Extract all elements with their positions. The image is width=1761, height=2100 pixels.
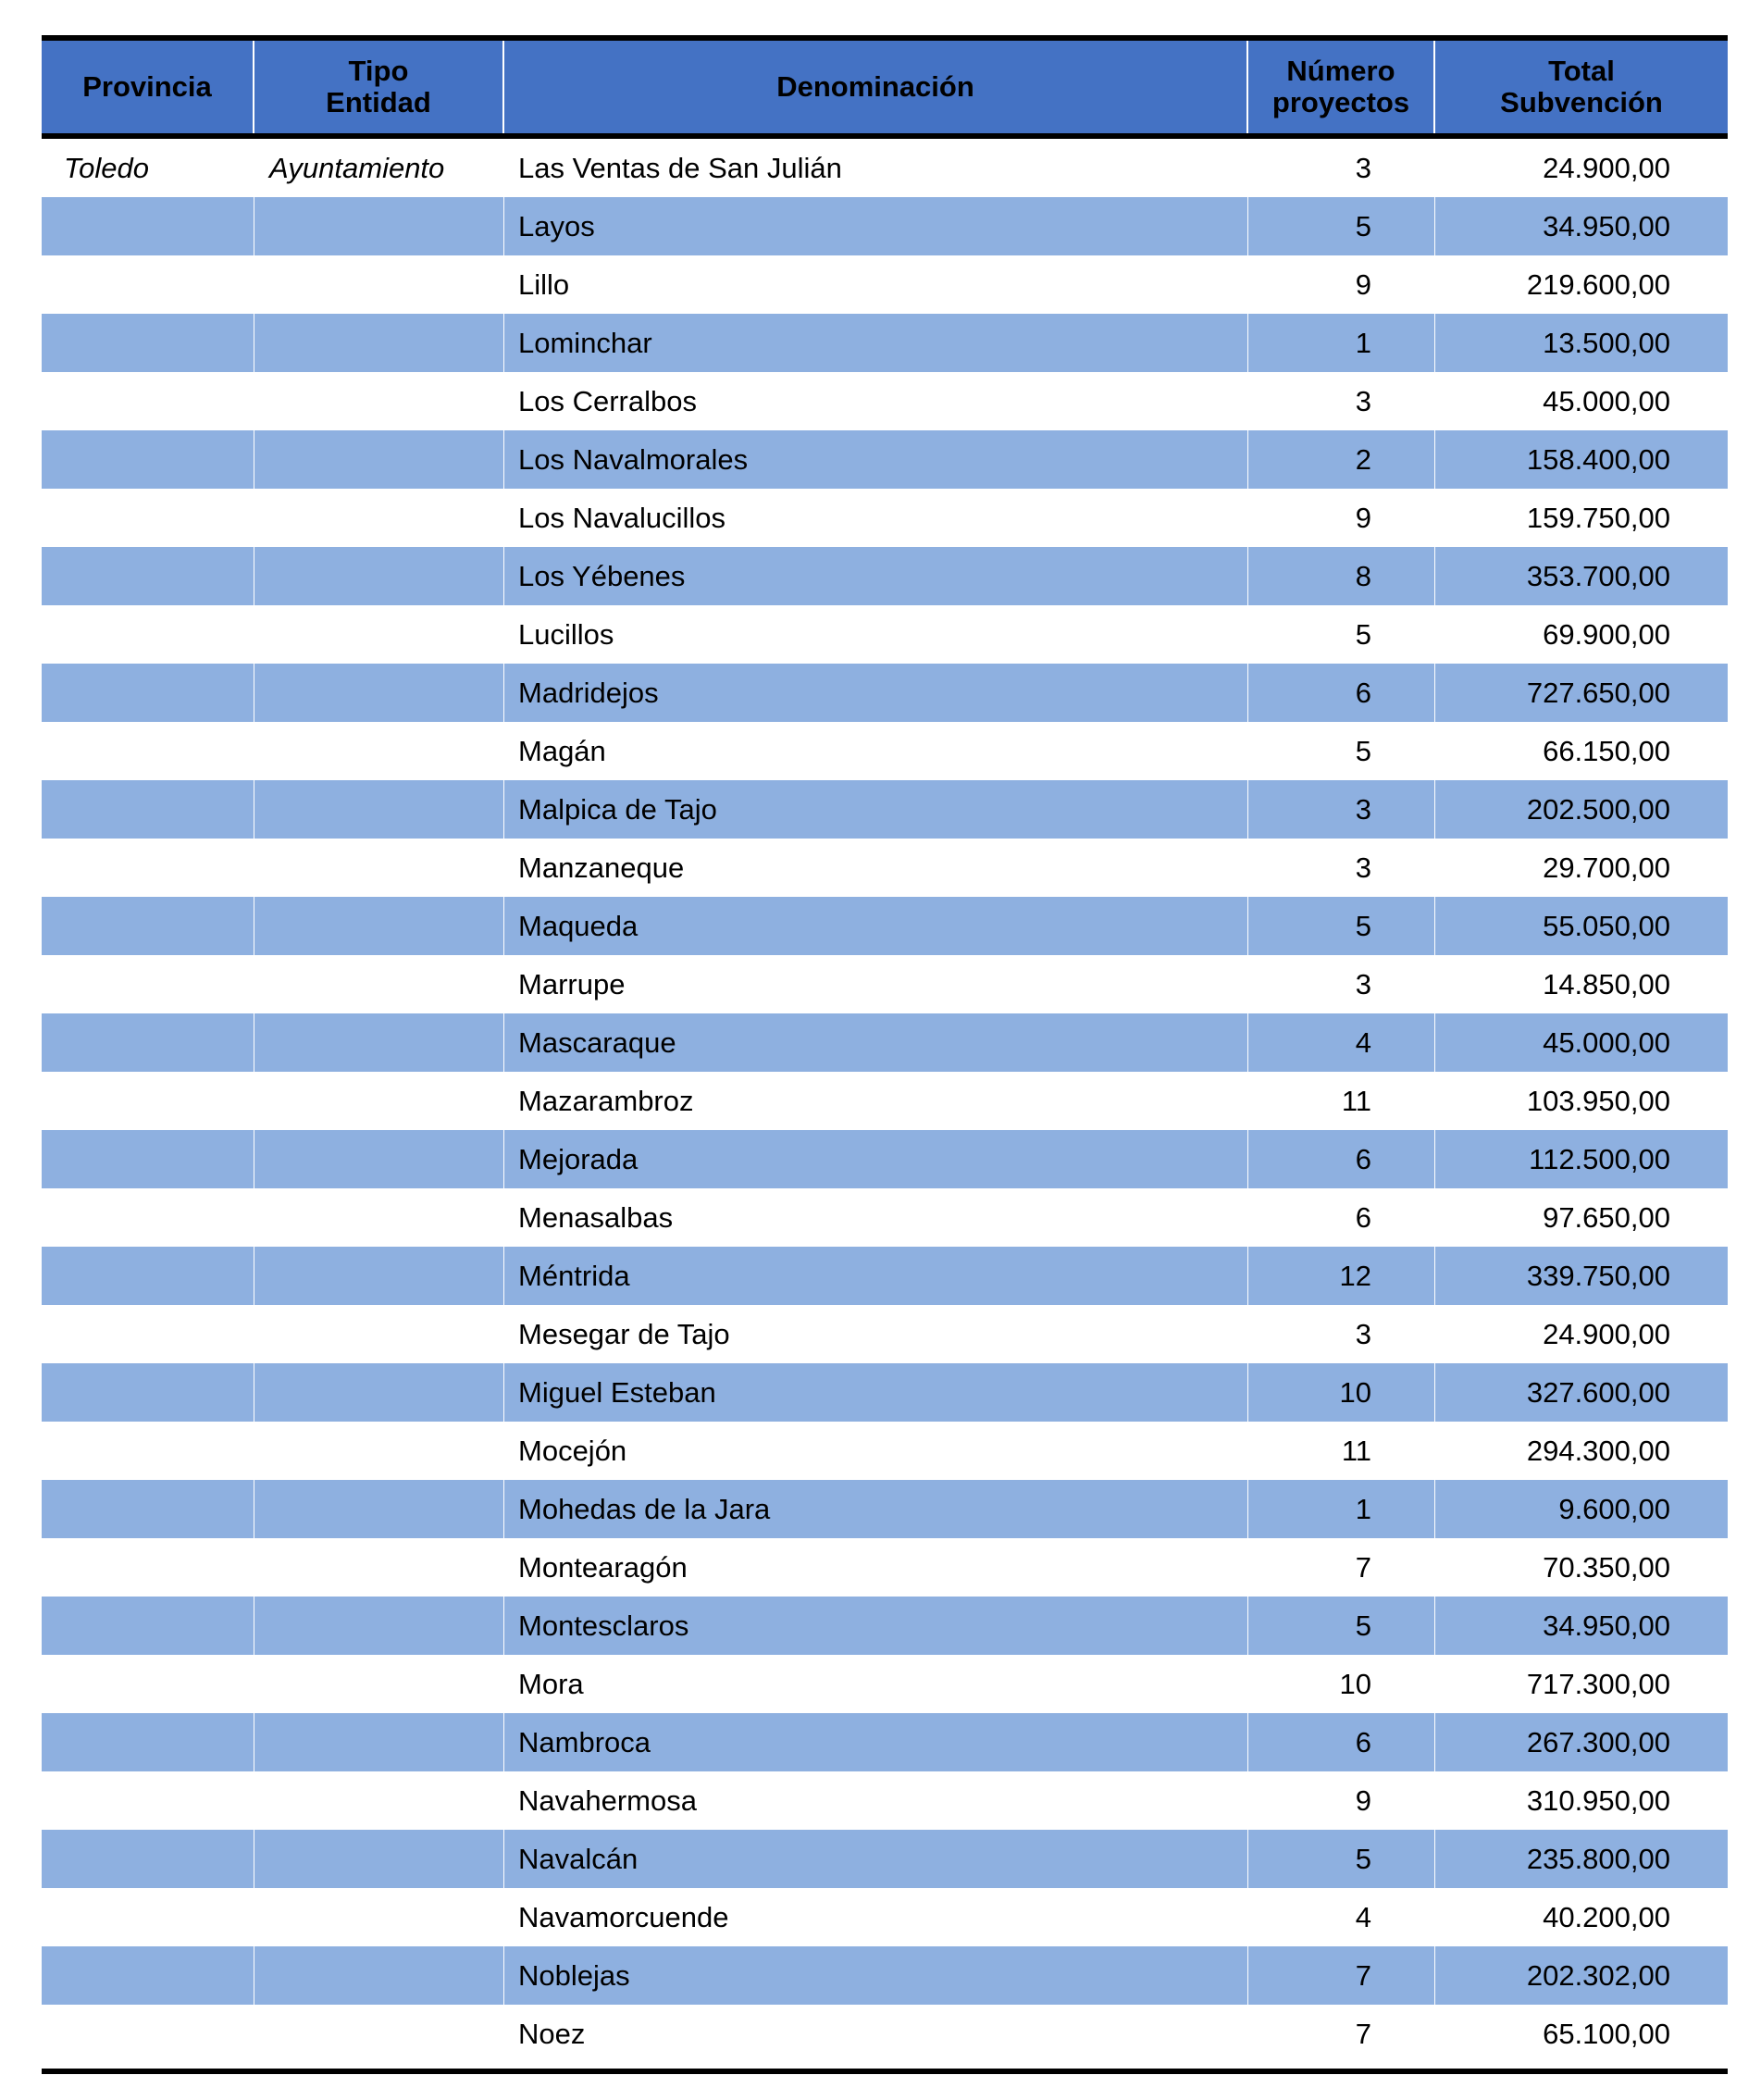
cell-denominacion: Marrupe bbox=[504, 955, 1248, 1013]
cell-denominacion: Mora bbox=[504, 1655, 1248, 1713]
table-row bbox=[42, 255, 1728, 314]
table-row bbox=[42, 372, 1728, 430]
cell-total-subvencion: 327.600,00 bbox=[1526, 1375, 1670, 1409]
header-tipo-line2: Entidad bbox=[326, 86, 431, 118]
cell-total-subvencion: 310.950,00 bbox=[1526, 1783, 1670, 1817]
cell-provincia bbox=[42, 255, 254, 314]
cell-denominacion: Méntrida bbox=[504, 1247, 1248, 1305]
cell-numero-proyectos: 3 bbox=[1248, 955, 1435, 1013]
cell-numero-proyectos: 5 bbox=[1248, 1597, 1435, 1655]
cell-tipo-entidad bbox=[254, 489, 504, 547]
cell-total-subvencion: 24.900,00 bbox=[1543, 151, 1670, 184]
cell-provincia bbox=[42, 1305, 254, 1363]
cell-tipo-entidad bbox=[254, 1480, 504, 1538]
cell-denominacion: Montesclaros bbox=[504, 1597, 1248, 1655]
cell-total-subvencion: 727.650,00 bbox=[1526, 676, 1670, 709]
table-row bbox=[42, 139, 1728, 197]
table-row bbox=[42, 1597, 1728, 1655]
cell-denominacion: Madridejos bbox=[504, 664, 1248, 722]
cell-provincia bbox=[42, 314, 254, 372]
cell-provincia bbox=[42, 1771, 254, 1830]
cell-provincia bbox=[42, 1013, 254, 1072]
cell-total-subvencion: 97.650,00 bbox=[1543, 1200, 1670, 1234]
header-tipo-line1: Tipo bbox=[348, 55, 409, 87]
cell-numero-proyectos: 3 bbox=[1248, 372, 1435, 430]
cell-denominacion: Navamorcuende bbox=[504, 1888, 1248, 1946]
cell-denominacion: Maqueda bbox=[504, 897, 1248, 955]
cell-provincia bbox=[42, 1655, 254, 1713]
cell-numero-proyectos: 7 bbox=[1248, 2005, 1435, 2063]
cell-total-subvencion: 69.900,00 bbox=[1543, 617, 1670, 651]
cell-numero-proyectos: 5 bbox=[1248, 722, 1435, 780]
cell-denominacion: Los Cerralbos bbox=[504, 372, 1248, 430]
cell-numero-proyectos: 11 bbox=[1248, 1072, 1435, 1130]
cell-tipo-entidad bbox=[254, 430, 504, 489]
cell-denominacion: Magán bbox=[504, 722, 1248, 780]
table-row bbox=[42, 197, 1728, 255]
cell-tipo-entidad bbox=[254, 1305, 504, 1363]
cell-numero-proyectos: 3 bbox=[1248, 839, 1435, 897]
cell-total-subvencion: 717.300,00 bbox=[1526, 1667, 1670, 1700]
cell-provincia bbox=[42, 489, 254, 547]
cell-provincia bbox=[42, 1830, 254, 1888]
cell-denominacion: Mascaraque bbox=[504, 1013, 1248, 1072]
cell-provincia bbox=[42, 722, 254, 780]
table-row bbox=[42, 1422, 1728, 1480]
cell-numero-proyectos: 3 bbox=[1248, 1305, 1435, 1363]
header-numero-proyectos bbox=[1248, 41, 1435, 133]
cell-tipo-entidad bbox=[254, 1247, 504, 1305]
cell-numero-proyectos: 2 bbox=[1248, 430, 1435, 489]
subsidy-table bbox=[42, 35, 1728, 2074]
cell-total-subvencion: 219.600,00 bbox=[1526, 267, 1670, 301]
cell-denominacion: Montearagón bbox=[504, 1538, 1248, 1597]
cell-provincia bbox=[42, 1538, 254, 1597]
cell-numero-proyectos: 6 bbox=[1248, 664, 1435, 722]
table-row bbox=[42, 1305, 1728, 1363]
table-row bbox=[42, 897, 1728, 955]
cell-total-subvencion: 158.400,00 bbox=[1526, 442, 1670, 476]
header-total-subvencion bbox=[1435, 41, 1728, 133]
cell-numero-proyectos: 8 bbox=[1248, 547, 1435, 605]
cell-provincia bbox=[42, 605, 254, 664]
cell-denominacion: Lillo bbox=[504, 255, 1248, 314]
cell-provincia bbox=[42, 1946, 254, 2005]
cell-denominacion: Los Yébenes bbox=[504, 547, 1248, 605]
cell-denominacion: Malpica de Tajo bbox=[504, 780, 1248, 839]
cell-total-subvencion: 45.000,00 bbox=[1543, 384, 1670, 417]
header-denominacion bbox=[504, 41, 1248, 133]
cell-total-subvencion: 34.950,00 bbox=[1543, 1609, 1670, 1642]
table-row bbox=[42, 605, 1728, 664]
cell-total-subvencion: 40.200,00 bbox=[1543, 1900, 1670, 1933]
cell-provincia bbox=[42, 1597, 254, 1655]
cell-tipo-entidad bbox=[254, 1538, 504, 1597]
header-numero-line2: proyectos bbox=[1271, 86, 1410, 118]
cell-tipo-entidad bbox=[254, 664, 504, 722]
cell-numero-proyectos: 10 bbox=[1248, 1363, 1435, 1422]
cell-total-subvencion: 339.750,00 bbox=[1526, 1259, 1670, 1292]
cell-numero-proyectos: 5 bbox=[1248, 1830, 1435, 1888]
cell-tipo-entidad bbox=[254, 1597, 504, 1655]
cell-total-subvencion: 14.850,00 bbox=[1543, 967, 1670, 1000]
cell-denominacion: Navalcán bbox=[504, 1830, 1248, 1888]
cell-total-subvencion: 24.900,00 bbox=[1543, 1317, 1670, 1350]
cell-numero-proyectos: 10 bbox=[1248, 1655, 1435, 1713]
table-header bbox=[42, 41, 1728, 133]
cell-numero-proyectos: 6 bbox=[1248, 1188, 1435, 1247]
cell-tipo-entidad bbox=[254, 197, 504, 255]
cell-total-subvencion: 70.350,00 bbox=[1543, 1550, 1670, 1584]
cell-tipo-entidad bbox=[254, 2005, 504, 2063]
header-denominacion-label: Denominación bbox=[776, 70, 974, 103]
cell-denominacion: Nambroca bbox=[504, 1713, 1248, 1771]
table-row bbox=[42, 1247, 1728, 1305]
cell-total-subvencion: 235.800,00 bbox=[1526, 1842, 1670, 1875]
table-row bbox=[42, 1188, 1728, 1247]
cell-denominacion: Lominchar bbox=[504, 314, 1248, 372]
cell-denominacion: Los Navalucillos bbox=[504, 489, 1248, 547]
table-row bbox=[42, 955, 1728, 1013]
cell-tipo-entidad bbox=[254, 372, 504, 430]
cell-numero-proyectos: 3 bbox=[1248, 139, 1435, 197]
table-row bbox=[42, 1480, 1728, 1538]
cell-provincia bbox=[42, 1188, 254, 1247]
header-provincia bbox=[42, 41, 254, 133]
cell-total-subvencion: 55.050,00 bbox=[1543, 909, 1670, 942]
cell-total-subvencion: 29.700,00 bbox=[1543, 851, 1670, 884]
cell-total-subvencion: 65.100,00 bbox=[1543, 2017, 1670, 2050]
cell-total-subvencion: 103.950,00 bbox=[1526, 1084, 1670, 1117]
cell-tipo-entidad bbox=[254, 1072, 504, 1130]
table-row bbox=[42, 664, 1728, 722]
cell-denominacion: Mohedas de la Jara bbox=[504, 1480, 1248, 1538]
cell-numero-proyectos: 7 bbox=[1248, 1538, 1435, 1597]
cell-tipo-entidad: Ayuntamiento bbox=[254, 139, 504, 197]
table-row bbox=[42, 1888, 1728, 1946]
cell-tipo-entidad bbox=[254, 1888, 504, 1946]
cell-numero-proyectos: 5 bbox=[1248, 897, 1435, 955]
header-provincia-label: Provincia bbox=[82, 70, 212, 103]
cell-numero-proyectos: 4 bbox=[1248, 1888, 1435, 1946]
cell-tipo-entidad bbox=[254, 1363, 504, 1422]
cell-provincia bbox=[42, 955, 254, 1013]
table-row bbox=[42, 1130, 1728, 1188]
cell-numero-proyectos: 9 bbox=[1248, 255, 1435, 314]
cell-total-subvencion: 34.950,00 bbox=[1543, 209, 1670, 242]
header-tipo-entidad bbox=[254, 41, 504, 133]
cell-denominacion: Mazarambroz bbox=[504, 1072, 1248, 1130]
cell-total-subvencion: 9.600,00 bbox=[1558, 1492, 1670, 1525]
table-row bbox=[42, 1013, 1728, 1072]
cell-numero-proyectos: 11 bbox=[1248, 1422, 1435, 1480]
cell-total-subvencion: 294.300,00 bbox=[1526, 1434, 1670, 1467]
table-row bbox=[42, 2005, 1728, 2063]
cell-denominacion: Menasalbas bbox=[504, 1188, 1248, 1247]
table-row bbox=[42, 314, 1728, 372]
cell-tipo-entidad bbox=[254, 314, 504, 372]
cell-total-subvencion: 45.000,00 bbox=[1543, 1025, 1670, 1059]
cell-denominacion: Mesegar de Tajo bbox=[504, 1305, 1248, 1363]
cell-provincia bbox=[42, 1072, 254, 1130]
table-row bbox=[42, 1655, 1728, 1713]
table-body bbox=[42, 139, 1728, 2063]
cell-tipo-entidad bbox=[254, 605, 504, 664]
cell-provincia bbox=[42, 430, 254, 489]
table-row bbox=[42, 1713, 1728, 1771]
cell-total-subvencion: 202.302,00 bbox=[1526, 1958, 1670, 1992]
table-row bbox=[42, 1538, 1728, 1597]
cell-tipo-entidad bbox=[254, 780, 504, 839]
table-row bbox=[42, 780, 1728, 839]
cell-provincia: Toledo bbox=[42, 139, 254, 197]
table-row bbox=[42, 489, 1728, 547]
table-row bbox=[42, 430, 1728, 489]
cell-numero-proyectos: 12 bbox=[1248, 1247, 1435, 1305]
cell-tipo-entidad bbox=[254, 722, 504, 780]
cell-provincia bbox=[42, 1130, 254, 1188]
table-row bbox=[42, 1072, 1728, 1130]
cell-tipo-entidad bbox=[254, 1830, 504, 1888]
cell-numero-proyectos: 5 bbox=[1248, 197, 1435, 255]
cell-provincia bbox=[42, 1888, 254, 1946]
table-row bbox=[42, 1771, 1728, 1830]
cell-total-subvencion: 202.500,00 bbox=[1526, 792, 1670, 826]
cell-total-subvencion: 159.750,00 bbox=[1526, 501, 1670, 534]
cell-total-subvencion: 112.500,00 bbox=[1529, 1142, 1670, 1175]
cell-provincia bbox=[42, 2005, 254, 2063]
cell-provincia bbox=[42, 1247, 254, 1305]
cell-provincia bbox=[42, 897, 254, 955]
cell-total-subvencion: 66.150,00 bbox=[1543, 734, 1670, 767]
cell-total-subvencion: 353.700,00 bbox=[1526, 559, 1670, 592]
cell-tipo-entidad bbox=[254, 1655, 504, 1713]
cell-tipo-entidad bbox=[254, 955, 504, 1013]
cell-denominacion: Mejorada bbox=[504, 1130, 1248, 1188]
cell-denominacion: Lucillos bbox=[504, 605, 1248, 664]
cell-provincia bbox=[42, 372, 254, 430]
cell-provincia bbox=[42, 1480, 254, 1538]
cell-numero-proyectos: 7 bbox=[1248, 1946, 1435, 2005]
cell-denominacion: Layos bbox=[504, 197, 1248, 255]
table-row bbox=[42, 722, 1728, 780]
cell-denominacion: Los Navalmorales bbox=[504, 430, 1248, 489]
cell-tipo-entidad bbox=[254, 255, 504, 314]
cell-numero-proyectos: 9 bbox=[1248, 1771, 1435, 1830]
cell-tipo-entidad bbox=[254, 1188, 504, 1247]
cell-denominacion: Miguel Esteban bbox=[504, 1363, 1248, 1422]
cell-numero-proyectos: 5 bbox=[1248, 605, 1435, 664]
cell-numero-proyectos: 1 bbox=[1248, 1480, 1435, 1538]
table-bottom-rule bbox=[42, 2069, 1728, 2074]
cell-denominacion: Navahermosa bbox=[504, 1771, 1248, 1830]
cell-provincia bbox=[42, 1422, 254, 1480]
cell-tipo-entidad bbox=[254, 547, 504, 605]
cell-provincia bbox=[42, 197, 254, 255]
cell-tipo-entidad bbox=[254, 1713, 504, 1771]
header-total-line2: Subvención bbox=[1500, 86, 1663, 118]
cell-denominacion: Manzaneque bbox=[504, 839, 1248, 897]
table-row bbox=[42, 839, 1728, 897]
header-numero-line1: Número bbox=[1286, 55, 1395, 87]
table-row bbox=[42, 547, 1728, 605]
cell-numero-proyectos: 3 bbox=[1248, 780, 1435, 839]
cell-numero-proyectos: 1 bbox=[1248, 314, 1435, 372]
cell-denominacion: Noez bbox=[504, 2005, 1248, 2063]
cell-tipo-entidad bbox=[254, 1013, 504, 1072]
cell-total-subvencion: 267.300,00 bbox=[1526, 1725, 1670, 1758]
table-row bbox=[42, 1363, 1728, 1422]
cell-provincia bbox=[42, 839, 254, 897]
cell-denominacion: Las Ventas de San Julián bbox=[504, 139, 1248, 197]
cell-denominacion: Mocejón bbox=[504, 1422, 1248, 1480]
cell-provincia bbox=[42, 1363, 254, 1422]
cell-numero-proyectos: 6 bbox=[1248, 1130, 1435, 1188]
cell-provincia bbox=[42, 1713, 254, 1771]
cell-tipo-entidad bbox=[254, 1422, 504, 1480]
cell-numero-proyectos: 4 bbox=[1248, 1013, 1435, 1072]
cell-tipo-entidad bbox=[254, 1946, 504, 2005]
cell-provincia bbox=[42, 547, 254, 605]
cell-total-subvencion: 13.500,00 bbox=[1543, 326, 1670, 359]
header-total-line1: Total bbox=[1548, 55, 1615, 87]
cell-numero-proyectos: 6 bbox=[1248, 1713, 1435, 1771]
cell-tipo-entidad bbox=[254, 839, 504, 897]
cell-denominacion: Noblejas bbox=[504, 1946, 1248, 2005]
table-row bbox=[42, 1830, 1728, 1888]
table-row bbox=[42, 1946, 1728, 2005]
cell-tipo-entidad bbox=[254, 1771, 504, 1830]
cell-tipo-entidad bbox=[254, 1130, 504, 1188]
cell-provincia bbox=[42, 664, 254, 722]
cell-provincia bbox=[42, 780, 254, 839]
cell-numero-proyectos: 9 bbox=[1248, 489, 1435, 547]
cell-tipo-entidad bbox=[254, 897, 504, 955]
